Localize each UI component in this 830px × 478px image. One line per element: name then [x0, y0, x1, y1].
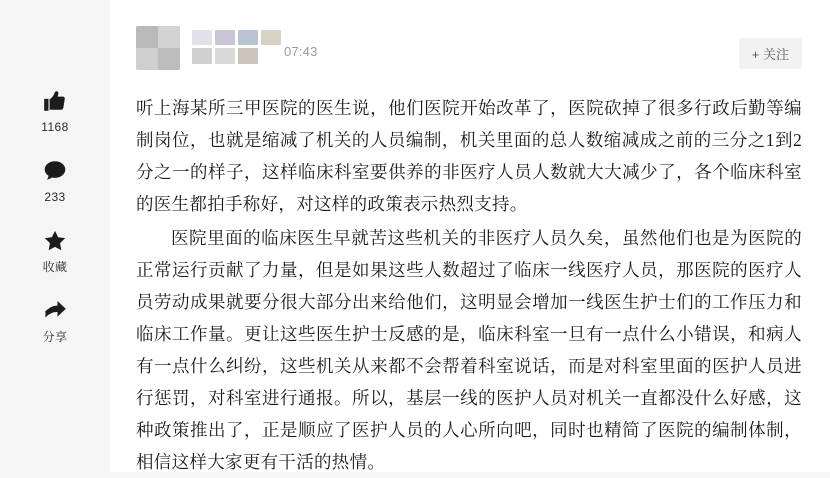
author-subtitle-redacted — [192, 48, 258, 64]
thumbs-up-icon — [42, 88, 68, 114]
share-button[interactable] — [0, 298, 110, 346]
favorite-button[interactable] — [0, 228, 110, 276]
article-card — [110, 0, 830, 472]
comment-count: 233 — [44, 190, 66, 204]
like-count: 1168 — [41, 120, 69, 134]
avatar[interactable] — [136, 26, 180, 70]
comment-button[interactable] — [0, 158, 110, 206]
author-name-redacted[interactable] — [192, 30, 281, 45]
post-header — [136, 26, 802, 82]
article-paragraph: 医院里面的临床医生早就苦这些机关的非医疗人员久矣，虽然他们也是为医院的正常运行贡献了力量，但是如果这些人数超过了临床一线医疗人员，那医院的医疗人员劳动成果就要分很大部分出来给他们，这明显会增加一线医生护士们的工作压力和临床工作量。更让这些医生护士反感的是，临床科室一旦有一点什么小错误，和病人有一点什么纠纷，这些机关从来都不会帮着科室说话，而是对科室里面的医护人员进行惩罚，对科室进行通报。所以，基层一线的医护人员对机关一直都没什么好感，这种政策推出了，正是顺应了医护人员的人心所向吧，同时也精简了医院的编制体制，相信这样大家更有干活的热情。 — [136, 228, 802, 472]
post-timestamp: 07:43 — [284, 44, 318, 59]
share-icon — [42, 298, 68, 324]
article-paragraph: 听上海某所三甲医院的医生说，他们医院开始改革了，医院砍掉了很多行政后勤等编制岗位，也就是缩减了机关的人员编制，机关里面的总人数缩减成之前的三分之1到2分之一的样子，这样临床科室要供养的非医疗人员人数就大大减少了，各个临床科室的医生都拍手称好，对这样的政策表示热烈支持。 — [136, 98, 802, 214]
share-label: 分享 — [42, 330, 68, 344]
comment-icon — [42, 158, 68, 184]
like-button[interactable] — [0, 88, 110, 136]
article-body — [136, 92, 802, 478]
favorite-label: 收藏 — [42, 260, 68, 274]
follow-button[interactable]: + 关注 — [739, 38, 802, 69]
action-rail — [0, 0, 110, 472]
star-icon — [42, 228, 68, 254]
